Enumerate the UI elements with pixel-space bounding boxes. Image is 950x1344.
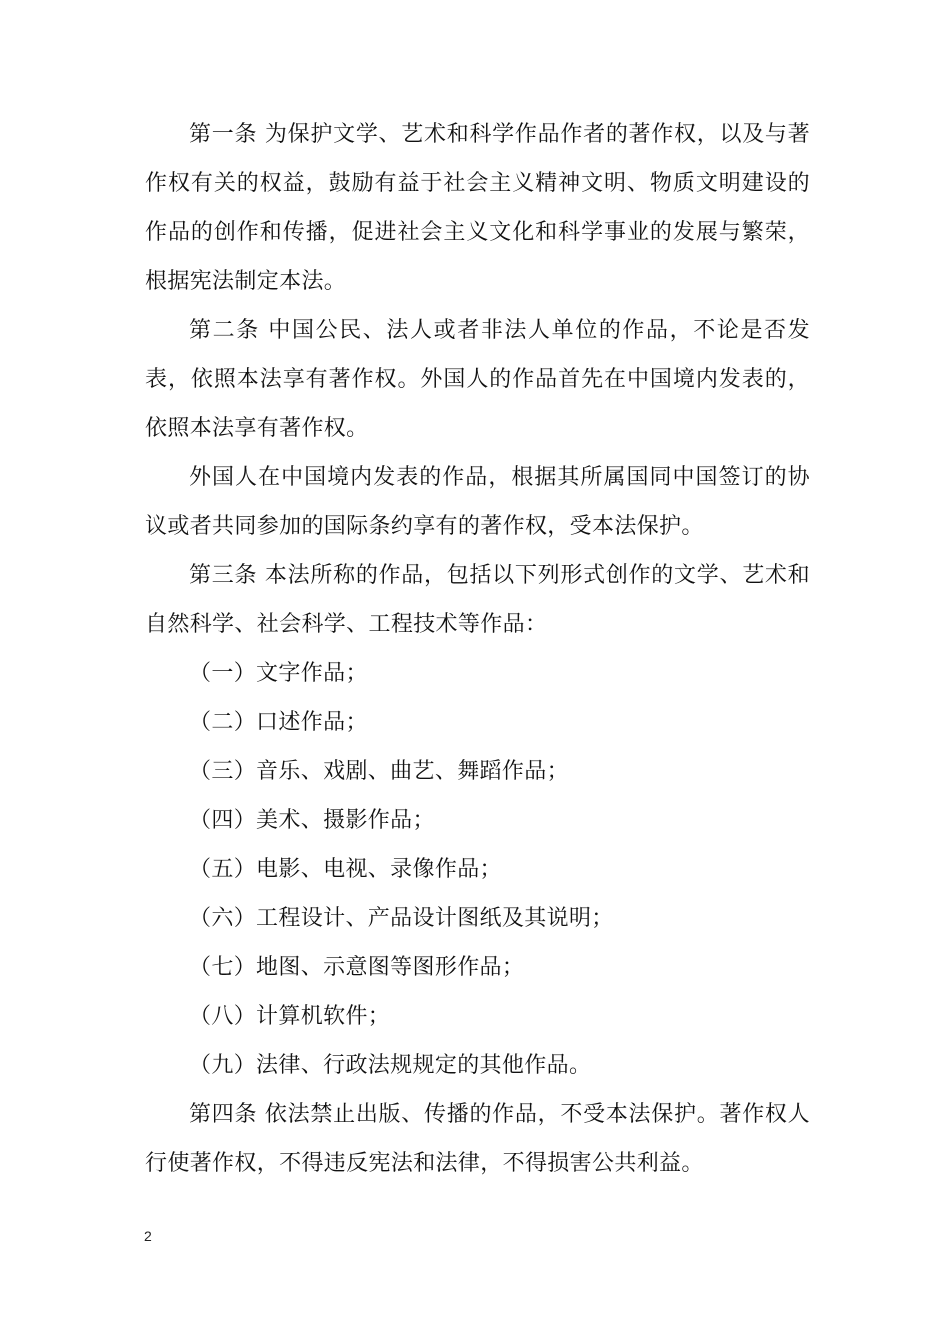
list-item: （五）电影、电视、录像作品； [189, 857, 502, 882]
list-item: （四）美术、摄影作品； [189, 808, 435, 833]
list-item: （二）口述作品； [189, 710, 368, 735]
list-item: （九）法律、行政法规规定的其他作品。 [189, 1053, 592, 1078]
document-body [145, 110, 810, 1188]
article-3-paragraph: 第三条 本法所称的作品，包括以下列形式创作的文学、艺术和自然科学、社会科学、工程技术等作品： [145, 563, 810, 637]
article-2-paragraph: 第二条 中国公民、法人或者非法人单位的作品，不论是否发表，依照本法享有著作权。外国人的作品首先在中国境内发表的，依照本法享有著作权。 [145, 318, 810, 441]
article-2-foreigner-paragraph: 外国人在中国境内发表的作品，根据其所属国同中国签订的协议或者共同参加的国际条约享有的著作权，受本法保护。 [145, 465, 810, 539]
list-item: （六）工程设计、产品设计图纸及其说明； [189, 906, 614, 931]
list-item: （三）音乐、戏剧、曲艺、舞蹈作品； [189, 759, 569, 784]
article-1-paragraph: 第一条 为保护文学、艺术和科学作品作者的著作权，以及与著作权有关的权益，鼓励有益于社会主义精神文明、物质文明建设的作品的创作和传播，促进社会主义文化和科学事业的发展与繁荣，根据宪法制定本法。 [145, 122, 810, 294]
page-number: 2 [144, 1228, 152, 1244]
list-item: （八）计算机软件； [189, 1004, 391, 1029]
article-4-paragraph: 第四条 依法禁止出版、传播的作品，不受本法保护。著作权人行使著作权，不得违反宪法和法律，不得损害公共利益。 [145, 1102, 810, 1176]
works-list [145, 649, 810, 1090]
list-item: （一）文字作品； [189, 661, 368, 686]
list-item: （七）地图、示意图等图形作品； [189, 955, 525, 980]
